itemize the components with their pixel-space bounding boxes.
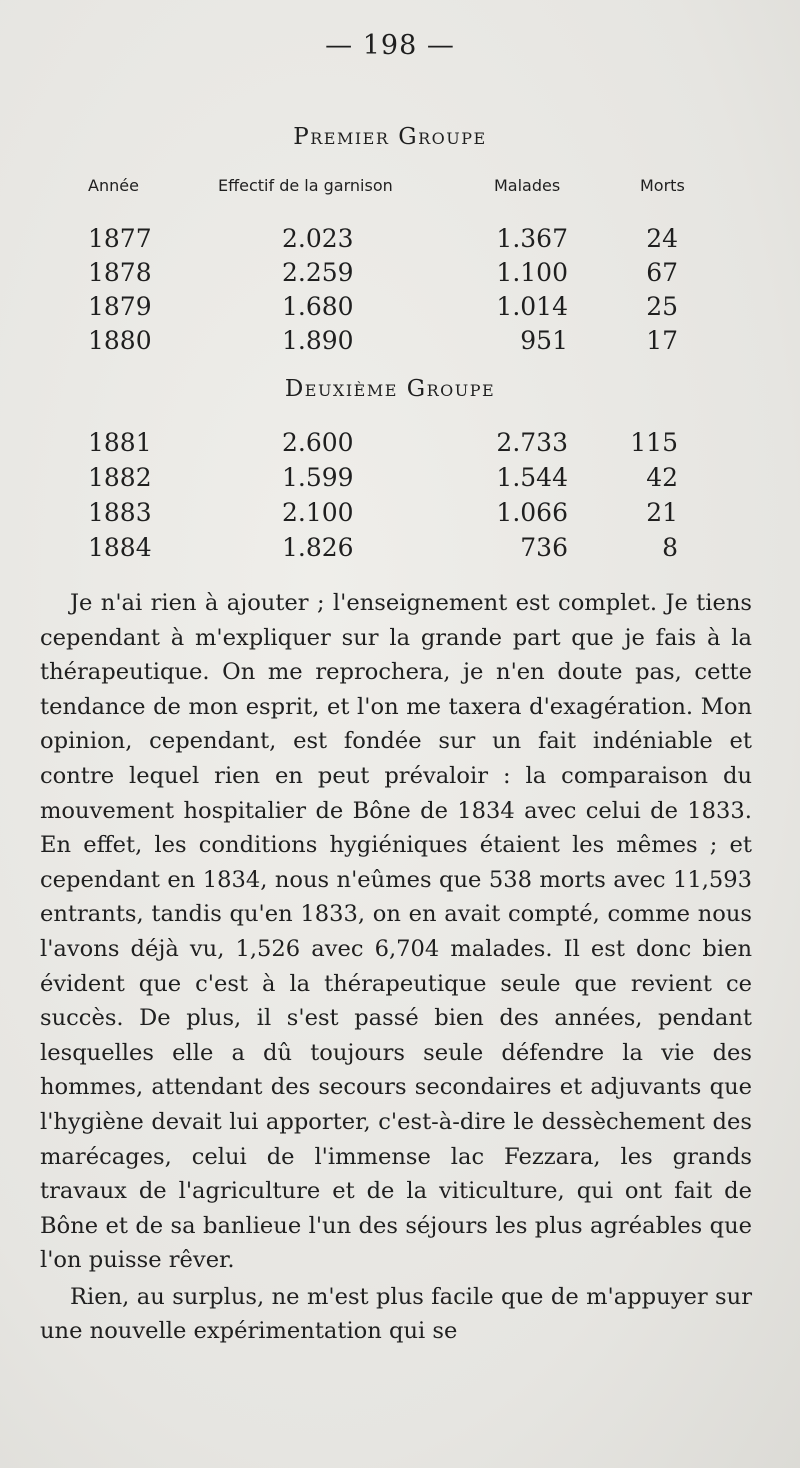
table-row <box>0 326 800 360</box>
paragraph: Je n'ai rien à ajouter ; l'enseignement est complet. Je tiens cependant à m'expliquer sur la grande part que je fais à la thérapeutique. On me reprochera, je n'en doute pas, cette tendance de mon esprit, et l'on me taxera d'exagération. Mon opinion, cependant, est fondée sur un fait indéniable et contre lequel rien en peut prévaloir : la comparaison du mouvement hospitalier de Bône de 1834 avec celui de 1833. En effet, les conditions hygiéniques étaient les mêmes ; et cependant en 1834, nous n'eûmes que 538 morts avec 11,593 entrants, tandis qu'en 1833, on en avait compté, comme nous l'avons déjà vu, 1,526 avec 6,704 malades. Il est donc bien évident que c'est à la thérapeutique seule que revient ce succès. De plus, il s'est passé bien des années, pendant lesquelles elle a dû toujours seule défendre la vie des hommes, attendant des secours secondaires et adjuvants que l'hygiène devait lui apporter, c'est-à-dire le dessèchement des marécages, celui de l'immense lac Fezzara, les grands travaux de l'agriculture et de la viticulture, qui ont fait de Bône et de sa banlieue l'un des séjours les plus agréables que l'on puisse rêver. <box>40 590 752 1274</box>
table-row <box>0 224 800 258</box>
cell-morts: 17 <box>646 326 678 355</box>
cell-morts: 25 <box>646 292 678 321</box>
table-row <box>0 258 800 292</box>
table-row <box>0 463 800 497</box>
header-effectif: Effectif de la garnison <box>218 176 393 195</box>
cell-effectif: 1.826 <box>282 533 354 562</box>
cell-malades: 1.014 <box>496 292 568 321</box>
cell-year: 1881 <box>88 428 152 457</box>
cell-effectif: 2.023 <box>282 224 354 253</box>
cell-effectif: 2.600 <box>282 428 354 457</box>
cell-malades: 1.100 <box>496 258 568 287</box>
cell-effectif: 1.599 <box>282 463 354 492</box>
cell-morts: 24 <box>646 224 678 253</box>
cell-malades: 1.066 <box>496 498 568 527</box>
table-row <box>0 292 800 326</box>
cell-malades: 1.367 <box>496 224 568 253</box>
cell-malades: 1.544 <box>496 463 568 492</box>
cell-malades: 2.733 <box>496 428 568 457</box>
group-title-first: Premier Groupe <box>293 124 487 150</box>
cell-effectif: 1.890 <box>282 326 354 355</box>
table-header <box>0 176 800 202</box>
header-malades: Malades <box>494 176 561 195</box>
page-number: — 198 — <box>325 30 455 61</box>
cell-year: 1883 <box>88 498 152 527</box>
cell-morts: 67 <box>646 258 678 287</box>
cell-morts: 21 <box>646 498 678 527</box>
header-year: Année <box>88 176 139 195</box>
body-text <box>40 586 752 1349</box>
table-row <box>0 498 800 532</box>
cell-effectif: 1.680 <box>282 292 354 321</box>
table-row <box>0 428 800 462</box>
cell-year: 1878 <box>88 258 152 287</box>
cell-morts: 42 <box>646 463 678 492</box>
cell-year: 1880 <box>88 326 152 355</box>
group-title-second: Deuxième Groupe <box>284 376 496 402</box>
cell-morts: 115 <box>630 428 678 457</box>
cell-year: 1884 <box>88 533 152 562</box>
cell-morts: 8 <box>662 533 678 562</box>
cell-year: 1877 <box>88 224 152 253</box>
cell-year: 1879 <box>88 292 152 321</box>
header-morts: Morts <box>640 176 685 195</box>
cell-effectif: 2.259 <box>282 258 354 287</box>
paragraph: Rien, au surplus, ne m'est plus facile que de m'appuyer sur une nouvelle expérimentation qui se <box>40 1283 752 1345</box>
cell-effectif: 2.100 <box>282 498 354 527</box>
cell-malades: 736 <box>520 533 568 562</box>
table-row <box>0 533 800 567</box>
cell-year: 1882 <box>88 463 152 492</box>
cell-malades: 951 <box>520 326 568 355</box>
